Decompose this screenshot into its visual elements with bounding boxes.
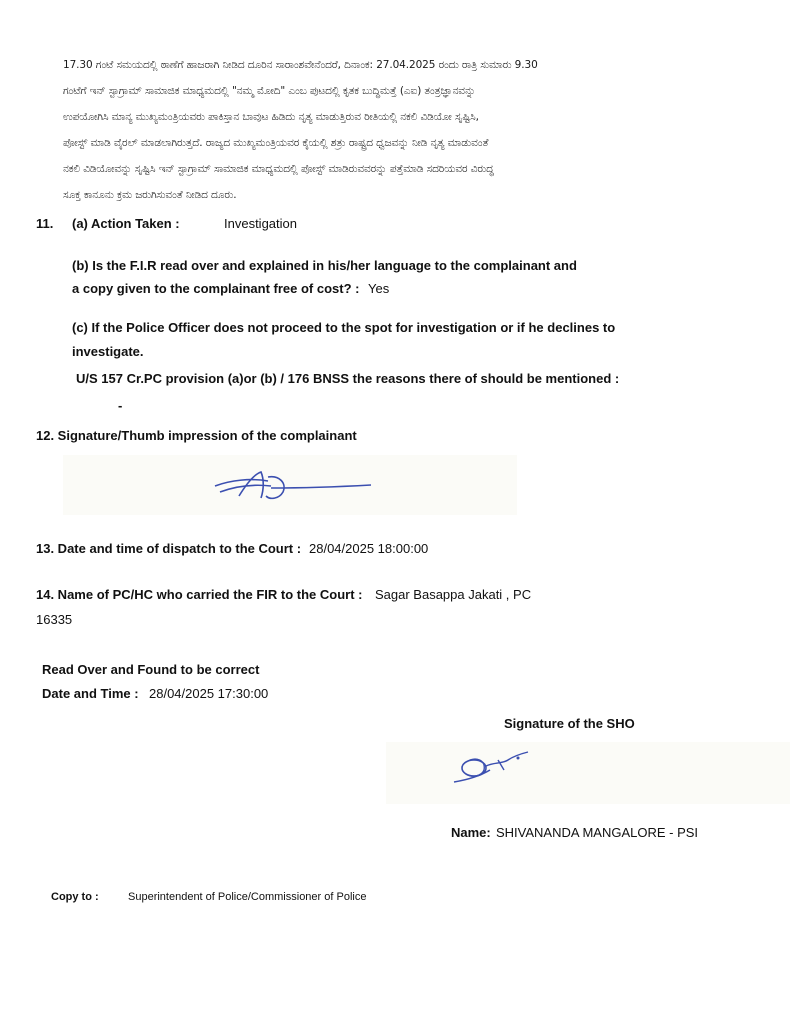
fir-copy-question: a copy given to the complainant free of cost? : [72, 281, 360, 296]
readover-date-label: Date and Time : [42, 686, 139, 701]
readover-date-value: 28/04/2025 17:30:00 [149, 686, 269, 701]
narrative-line: ಪೋಸ್ಟ್ ಮಾಡಿ ವೈರಲ್ ಮಾಡಲಾಗಿರುತ್ತದೆ. ರಾಜ್ಯದ ಮುಖ್ಯಮಂತ್ರಿಯವರ ಕೈಯಲ್ಲಿ ಶತ್ರು ರಾಷ್ಟ್ರದ ಧ್ವಜವನ್ನು ನೀಡಿ ನೃತ್ಯ ಮಾಡುವಂತೆ [63, 137, 489, 149]
sho-signature-box [386, 742, 790, 804]
copy-to-value: Superintendent of Police/Commissioner of Police [128, 891, 367, 903]
sho-name-value: SHIVANANDA MANGALORE - PSI [496, 825, 699, 840]
narrative-line: ಸೂಕ್ತ ಕಾನೂನು ಕ್ರಮ ಜರುಗಿಸುವಂತೆ ನೀಡಿದ ದೂರು. [63, 189, 237, 201]
dispatch-datetime-label: 13. Date and time of dispatch to the Court : [36, 541, 302, 556]
complainant-signature-label: 12. Signature/Thumb impression of the complainant [36, 428, 357, 443]
narrative-paragraph [63, 52, 743, 208]
fir-carrier-label: 14. Name of PC/HC who carried the FIR to the Court : [36, 587, 363, 602]
action-taken-label: (a) Action Taken : [72, 216, 180, 231]
fir-carrier-number: 16335 [36, 612, 73, 627]
officer-decline-line2: investigate. [72, 344, 144, 359]
dispatch-datetime-value: 28/04/2025 18:00:00 [309, 541, 429, 556]
complainant-signature-icon [63, 455, 517, 515]
read-over-statement: Read Over and Found to be correct [42, 662, 260, 677]
complainant-signature-box [63, 455, 517, 515]
sho-signature-label: Signature of the SHO [504, 716, 635, 731]
item11-number: 11. [36, 216, 54, 231]
sho-signature-icon [386, 742, 790, 804]
narrative-line: 17.30 ಗಂಟೆ ಸಮಯದಲ್ಲಿ ಠಾಣೆಗೆ ಹಾಜರಾಗಿ ನೀಡಿದ ದೂರಿನ ಸಾರಾಂಶವೇನೆಂದರೆ, ದಿನಾಂಕ: 27.04.2025 ರಂದು ರಾತ್ರಿ ಸುಮಾರು 9.30 [63, 59, 538, 71]
copy-to-label: Copy to : [51, 891, 99, 903]
fir-copy-answer: Yes [368, 281, 390, 296]
provision-reasons-line: U/S 157 Cr.PC provision (a)or (b) / 176 BNSS the reasons there of should be mentioned : [76, 371, 620, 386]
fir-carrier-name: Sagar Basappa Jakati , PC [375, 587, 532, 602]
narrative-line: ಉಪಯೋಗಿಸಿ ಮಾನ್ಯ ಮುಖ್ಯಮಂತ್ರಿಯವರು ಪಾಕಿಸ್ತಾನ ಬಾವುಟ ಹಿಡಿದು ನೃತ್ಯ ಮಾಡುತ್ತಿರುವ ರೀತಿಯಲ್ಲಿ ನಕಲಿ ವಿಡಿಯೋ ಸೃಷ್ಟಿಸಿ, [63, 111, 479, 123]
action-taken-value: Investigation [224, 216, 297, 231]
sho-name-label: Name: [451, 825, 491, 840]
narrative-line: ಗಂಟೆಗೆ ಇನ್ ಸ್ಟಾಗ್ರಾಮ್ ಸಾಮಾಜಿಕ ಮಾಧ್ಯಮದಲ್ಲಿ "ನಮ್ಮ ಮೋದಿ" ಎಂಬ ಪುಟದಲ್ಲಿ ಕೃತಕ ಬುದ್ಧಿಮತ್ತೆ (ಎಐ) ತಂತ್ರಜ್ಞಾನವನ್ನು [63, 85, 476, 97]
officer-decline-line1: (c) If the Police Officer does not proceed to the spot for investigation or if he declines to [72, 320, 616, 335]
fir-read-over-question: (b) Is the F.I.R read over and explained in his/her language to the complainant and [72, 258, 577, 273]
provision-reasons-value: - [118, 398, 123, 413]
narrative-line: ನಕಲಿ ವಿಡಿಯೋವನ್ನು ಸೃಷ್ಟಿಸಿ ಇನ್ ಸ್ಟಾಗ್ರಾಮ್ ಸಾಮಾಜಿಕ ಮಾಧ್ಯಮದಲ್ಲಿ ಪೋಸ್ಟ್ ಮಾಡಿರುವವರನ್ನು ಪತ್ತೆಮಾಡಿ ಸದರಿಯವರ ವಿರುದ್ಧ [63, 163, 494, 175]
